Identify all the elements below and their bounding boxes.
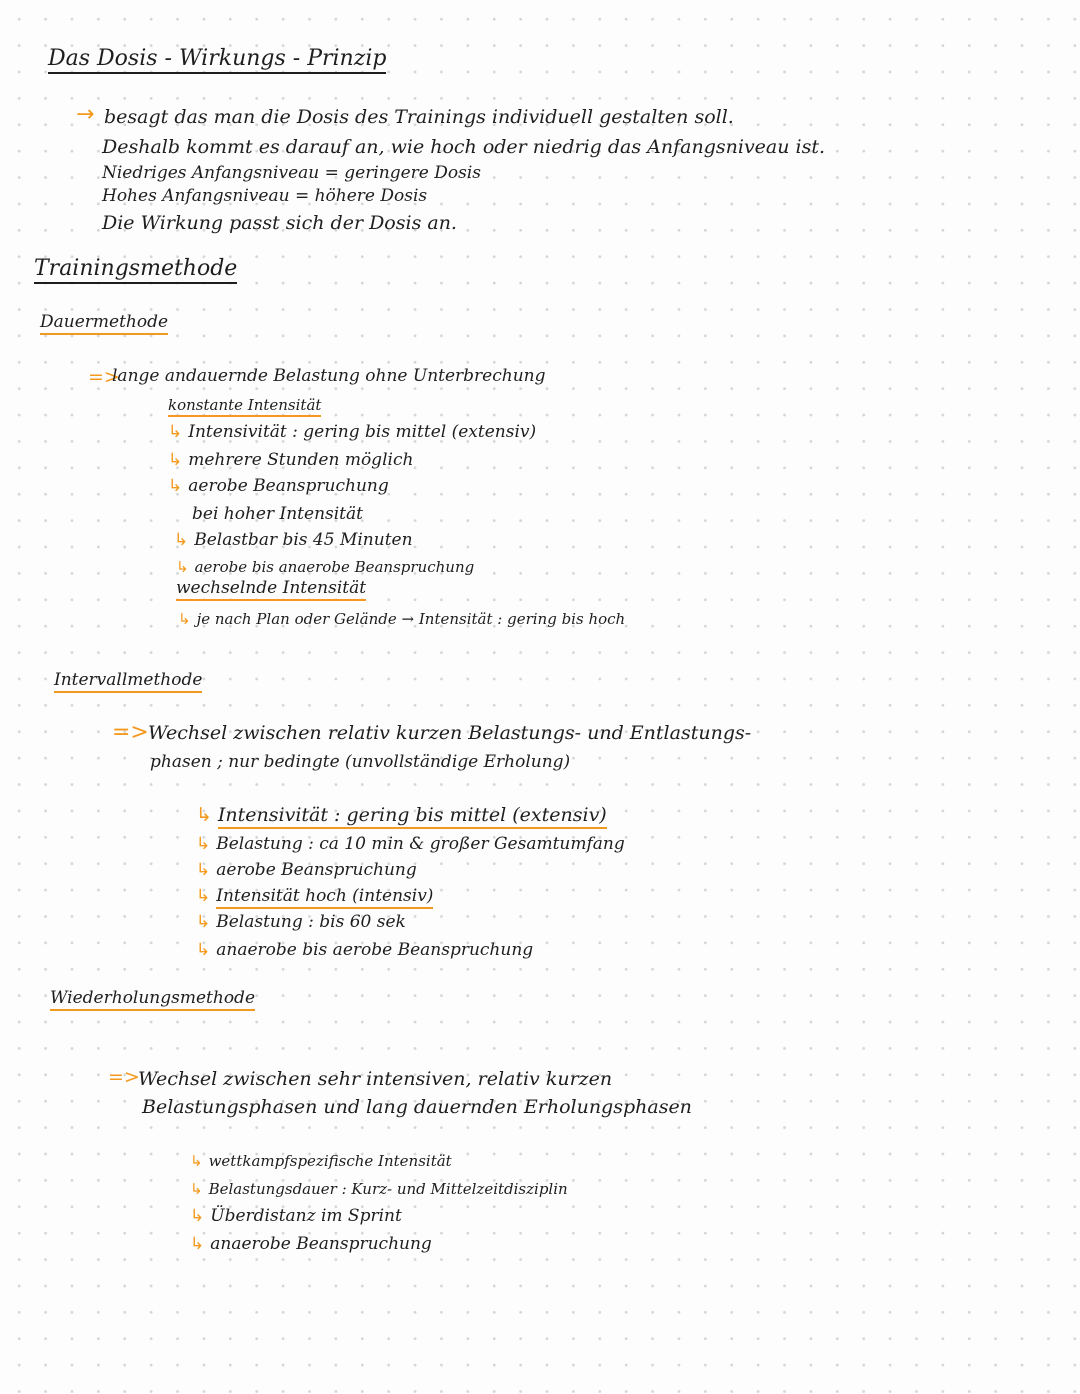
intro-line: Deshalb kommt es darauf an, wie hoch oder niedrig das Anfangsniveau ist. — [102, 136, 826, 158]
list-item: ↳ Überdistanz im Sprint — [190, 1206, 402, 1226]
sub-bullet-icon: ↳ — [190, 1180, 203, 1198]
sub-bullet-icon: ↳ — [176, 558, 189, 576]
intro-line: Hohes Anfangsniveau = höhere Dosis — [102, 186, 428, 206]
dauer-definition: lange andauernde Belastung ohne Unterbrechung — [112, 366, 546, 386]
wiederholung-definition: Belastungsphasen und lang dauernden Erholungsphasen — [142, 1096, 692, 1118]
list-item: ↳ aerobe Beanspruchung — [168, 476, 389, 496]
list-item: ↳ Belastung : bis 60 sek — [196, 912, 406, 932]
list-item: ↳ Belastung : ca 10 min & großer Gesamtumfang — [196, 834, 625, 854]
intro-line: Niedriges Anfangsniveau = geringere Dosis — [102, 163, 482, 183]
list-item: ↳ aerobe bis anaerobe Beanspruchung — [176, 558, 475, 576]
list-item: ↳ Belastbar bis 45 Minuten — [174, 530, 413, 550]
intro-line: besagt das man die Dosis des Trainings individuell gestalten soll. — [104, 106, 734, 128]
intervall-heading: Intervallmethode — [54, 672, 202, 693]
wiederholung-arrow-icon: => — [108, 1066, 140, 1088]
sub-bullet-icon: ↳ — [168, 450, 183, 470]
sub-bullet-icon: ↳ — [196, 912, 211, 932]
dauer-heading: Dauermethode — [40, 314, 168, 335]
sub-bullet-icon: ↳ — [168, 422, 183, 442]
section-title: Trainingsmethode — [34, 258, 237, 284]
sub-bullet-icon: ↳ — [190, 1206, 205, 1226]
sub-bullet-icon: ↳ — [196, 940, 211, 960]
dauer-hoch-label: bei hoher Intensität — [192, 504, 363, 524]
page-title: Das Dosis - Wirkungs - Prinzip — [48, 48, 386, 74]
list-item: ↳ Intensität hoch (intensiv) — [196, 888, 433, 909]
list-item: ↳ mehrere Stunden möglich — [168, 450, 414, 470]
intervall-definition: Wechsel zwischen relativ kurzen Belastungs- und Entlastungs- — [148, 722, 752, 744]
sub-bullet-icon: ↳ — [196, 804, 212, 826]
sub-bullet-icon: ↳ — [178, 610, 191, 628]
list-item: ↳ je nach Plan oder Gelände → Intensität : gering bis hoch — [178, 610, 626, 628]
list-item: ↳ Intensivität : gering bis mittel (extensiv) — [168, 422, 537, 442]
dauer-konstant-label: konstante Intensität — [168, 398, 321, 417]
sub-bullet-icon: ↳ — [196, 886, 211, 906]
intervall-arrow-icon: => — [112, 720, 149, 745]
dauer-arrow-icon: => — [88, 366, 120, 388]
intervall-definition: phasen ; nur bedingte (unvollständige Erholung) — [150, 752, 571, 772]
list-item: ↳ wettkampfspezifische Intensität — [190, 1152, 452, 1170]
list-item: ↳ anaerobe Beanspruchung — [190, 1234, 432, 1254]
wiederholung-heading: Wiederholungsmethode — [50, 990, 255, 1011]
intro-line: Die Wirkung passt sich der Dosis an. — [102, 212, 457, 234]
sub-bullet-icon: ↳ — [196, 834, 211, 854]
list-item: ↳ Belastungsdauer : Kurz- und Mittelzeitdisziplin — [190, 1180, 568, 1198]
list-item: ↳ aerobe Beanspruchung — [196, 860, 417, 880]
sub-bullet-icon: ↳ — [190, 1234, 205, 1254]
wiederholung-definition: Wechsel zwischen sehr intensiven, relativ kurzen — [138, 1068, 613, 1090]
sub-bullet-icon: ↳ — [190, 1152, 203, 1170]
intro-arrow-icon: → — [76, 102, 95, 127]
sub-bullet-icon: ↳ — [174, 530, 189, 550]
list-item: ↳ anaerobe bis aerobe Beanspruchung — [196, 940, 534, 960]
dauer-wechsel-label: wechselnde Intensität — [176, 580, 366, 601]
sub-bullet-icon: ↳ — [196, 860, 211, 880]
sub-bullet-icon: ↳ — [168, 476, 183, 496]
list-item: ↳ Intensivität : gering bis mittel (extensiv) — [196, 806, 607, 829]
